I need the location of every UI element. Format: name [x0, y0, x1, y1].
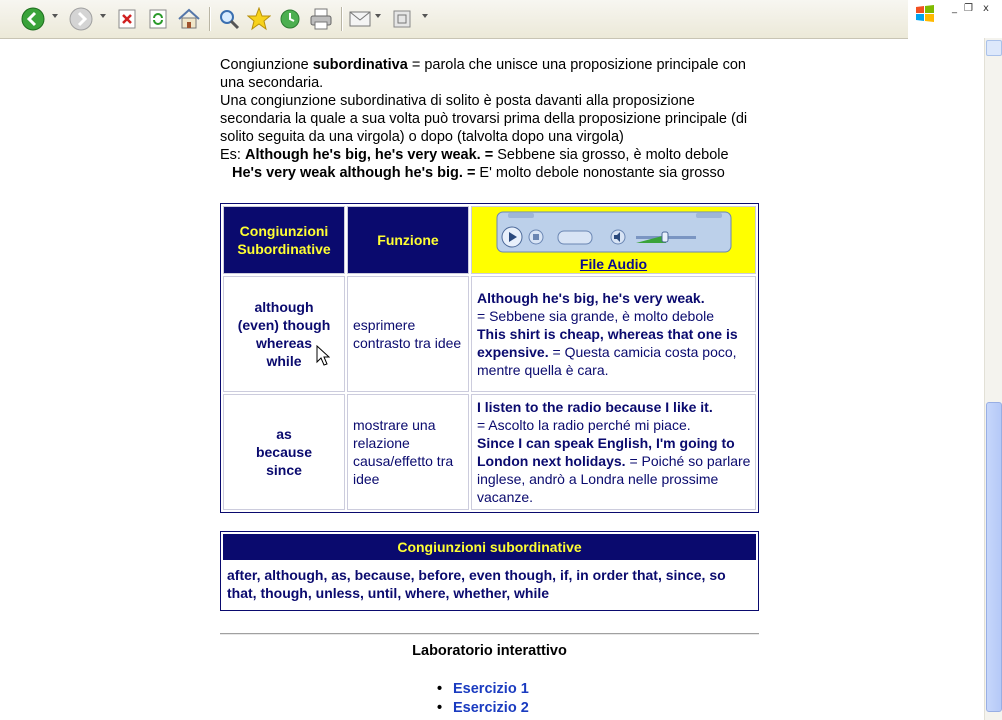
audio-cell — [471, 206, 756, 274]
example-2-italian: E' molto debole nonostante sia grosso — [475, 165, 725, 181]
home-icon[interactable] — [176, 5, 202, 33]
toolbar-separator — [209, 7, 211, 31]
browser-toolbar — [0, 0, 908, 39]
close-button[interactable]: x — [983, 3, 989, 14]
conjunction: although — [254, 299, 314, 315]
scroll-up-button[interactable] — [986, 40, 1002, 56]
example-1 — [220, 146, 765, 164]
windows-logo-icon — [914, 4, 936, 29]
favorites-icon[interactable] — [246, 5, 272, 33]
search-icon[interactable] — [216, 5, 242, 33]
example-2-english: He's very weak although he's big. = — [232, 165, 476, 181]
definition — [220, 56, 765, 92]
refresh-icon[interactable] — [147, 5, 169, 33]
restore-button[interactable]: ❐ — [964, 3, 973, 14]
forward-icon[interactable] — [68, 5, 94, 33]
conjunctions-cell — [223, 394, 345, 510]
conjunction: since — [266, 462, 302, 478]
explanation: Una congiunzione subordinativa di solito è posta davanti alla proposizione secondaria la quale a sua volta può trovarsi prima della proposizione principale (di solito seguita da una virgola) o dopo (talvolta dopo una virgola) — [220, 93, 748, 145]
conjunction: because — [255, 444, 313, 460]
conjunction: whereas — [255, 335, 313, 351]
conjunction: as — [276, 426, 292, 442]
example-1-english: Although he's big, he's very weak. = — [244, 147, 494, 163]
intro-text — [220, 56, 765, 182]
function-cell: mostrare una relazione causa/effetto tra idee — [347, 394, 469, 510]
example-italian: = Ascolto la radio perché mi piace. — [477, 417, 691, 433]
toolbar-separator — [341, 7, 343, 31]
conjunctions-table — [220, 203, 759, 513]
divider — [220, 633, 759, 635]
edit-icon[interactable] — [391, 5, 413, 33]
list-item — [437, 680, 529, 699]
mail-dropdown-icon[interactable] — [375, 14, 381, 18]
exercise-list — [437, 680, 529, 718]
definition-text: = parola che unisce una proposizione principale con una secondaria. — [220, 57, 746, 91]
function-cell: esprimere contrasto tra idee — [347, 276, 469, 392]
col-header-function: Funzione — [347, 206, 469, 274]
example-english: Since I can speak English, I'm going to London next holidays. — [477, 435, 735, 469]
list-item — [437, 699, 529, 718]
definition-prefix: Congiunzione — [220, 57, 313, 73]
back-dropdown-icon[interactable] — [52, 14, 58, 18]
exercise-link-1[interactable]: Esercizio 1 — [453, 681, 529, 697]
back-icon[interactable] — [20, 5, 46, 33]
example-english: Although he's big, he's very weak. — [477, 290, 705, 306]
examples-cell — [471, 394, 756, 510]
example-prefix: Es: — [220, 147, 245, 163]
list-box-header: Congiunzioni subordinative — [223, 534, 756, 560]
conjunction: while — [266, 353, 302, 369]
example-1-italian: Sebbene sia grosso, è molto debole — [493, 147, 729, 163]
mail-icon[interactable] — [348, 5, 372, 33]
edit-dropdown-icon[interactable] — [422, 14, 428, 18]
exercise-link-2[interactable]: Esercizio 2 — [453, 700, 529, 716]
examples-cell — [471, 276, 756, 392]
conjunctions-cell — [223, 276, 345, 392]
forward-dropdown-icon[interactable] — [100, 14, 106, 18]
seek-icon — [558, 231, 592, 244]
lab-title: Laboratorio interattivo — [412, 643, 567, 659]
stop-icon[interactable] — [116, 5, 138, 33]
table-row — [223, 394, 756, 510]
example-2 — [220, 164, 765, 182]
mouse-cursor-icon — [316, 345, 330, 372]
col-header-conjunctions: Congiunzioni Subordinative — [223, 206, 345, 274]
audio-file-link[interactable]: File Audio — [579, 255, 648, 272]
definition-term: subordinativa — [312, 57, 408, 73]
history-icon[interactable] — [277, 5, 303, 33]
window-controls — [908, 0, 1002, 38]
conjunction: (even) though — [237, 317, 331, 333]
minimize-button[interactable]: _ — [952, 3, 957, 14]
scroll-thumb[interactable] — [986, 402, 1002, 712]
list-box-items: after, although, as, because, before, even though, if, in order that, since, so that, though, unless, until, where, whether, while — [227, 567, 726, 601]
example-english: This shirt is cheap, whereas that one is expensive. — [477, 326, 738, 360]
example-english: I listen to the radio because I like it. — [477, 399, 713, 415]
example-italian: = Questa camicia costa poco, mentre quella è cara. — [477, 344, 737, 378]
audio-player[interactable] — [496, 211, 732, 255]
example-italian: = Sebbene sia grande, è molto debole — [477, 308, 715, 324]
example-italian: = Poiché so parlare inglese, andrò a Londra nelle prossime vacanze. — [477, 453, 751, 505]
table-row — [223, 276, 756, 392]
print-icon[interactable] — [308, 5, 334, 33]
conjunctions-list-box — [220, 531, 759, 611]
vertical-scrollbar[interactable] — [984, 38, 1002, 720]
